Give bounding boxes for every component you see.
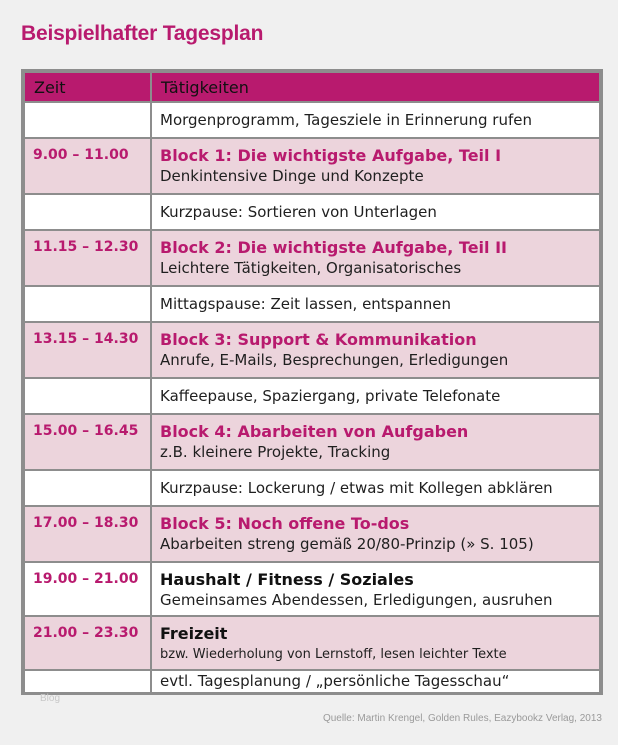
table-row	[24, 378, 600, 414]
block-heading: Block 4: Abarbeiten von Aufgaben	[160, 422, 469, 441]
column-header-activity: Tätigkeiten	[151, 72, 600, 102]
table-row	[24, 506, 600, 562]
activity-cell: Morgenprogramm, Tagesziele in Erinnerung rufen	[151, 102, 600, 138]
time-cell	[24, 194, 151, 230]
table-row	[24, 138, 600, 194]
table-row	[24, 470, 600, 506]
block-description: Leichtere Tätigkeiten, Organisatorisches	[160, 259, 462, 277]
time-cell	[24, 670, 151, 693]
time-cell: 13.15 – 14.30	[24, 322, 151, 378]
activity-cell	[151, 506, 600, 562]
table-row	[24, 562, 600, 616]
table-row	[24, 230, 600, 286]
activity-cell	[151, 616, 600, 670]
block-heading: Block 2: Die wichtigste Aufgabe, Teil II	[160, 238, 507, 257]
activity-cell: evtl. Tagesplanung / „persönliche Tagesschau“	[151, 670, 600, 693]
schedule-table	[21, 69, 603, 695]
table-row	[24, 102, 600, 138]
table-header-row	[24, 72, 600, 102]
time-cell	[24, 470, 151, 506]
time-cell	[24, 286, 151, 322]
table-row	[24, 194, 600, 230]
block-description: Anrufe, E-Mails, Besprechungen, Erledigungen	[160, 351, 509, 369]
activity-cell: Kaffeepause, Spaziergang, private Telefonate	[151, 378, 600, 414]
table-row	[24, 670, 600, 693]
time-cell: 21.00 – 23.30	[24, 616, 151, 670]
block-heading: Block 1: Die wichtigste Aufgabe, Teil I	[160, 146, 502, 165]
table-row	[24, 616, 600, 670]
block-heading: Block 3: Support & Kommunikation	[160, 330, 477, 349]
table-row	[24, 322, 600, 378]
watermark-text: Blog	[40, 693, 61, 704]
activity-cell	[151, 138, 600, 194]
activity-cell	[151, 322, 600, 378]
block-description: z.B. kleinere Projekte, Tracking	[160, 443, 391, 461]
activity-cell	[151, 562, 600, 616]
time-cell: 17.00 – 18.30	[24, 506, 151, 562]
activity-cell	[151, 230, 600, 286]
time-cell	[24, 378, 151, 414]
block-heading: Freizeit	[160, 624, 228, 643]
time-cell: 19.00 – 21.00	[24, 562, 151, 616]
time-cell	[24, 102, 151, 138]
time-cell: 15.00 – 16.45	[24, 414, 151, 470]
source-caption: Quelle: Martin Krengel, Golden Rules, Eazybookz Verlag, 2013	[322, 713, 602, 724]
block-description: bzw. Wiederholung von Lernstoff, lesen leichter Texte	[160, 647, 507, 662]
activity-cell	[151, 414, 600, 470]
block-description: Gemeinsames Abendessen, Erledigungen, ausruhen	[160, 591, 553, 609]
block-heading: Haushalt / Fitness / Soziales	[160, 570, 414, 589]
table-row	[24, 286, 600, 322]
column-header-time: Zeit	[24, 72, 151, 102]
activity-cell: Kurzpause: Lockerung / etwas mit Kollegen abklären	[151, 470, 600, 506]
activity-cell: Mittagspause: Zeit lassen, entspannen	[151, 286, 600, 322]
activity-cell: Kurzpause: Sortieren von Unterlagen	[151, 194, 600, 230]
block-description: Abarbeiten streng gemäß 20/80-Prinzip (» S. 105)	[160, 535, 534, 553]
table-row	[24, 414, 600, 470]
block-description: Denkintensive Dinge und Konzepte	[160, 167, 424, 185]
block-heading: Block 5: Noch offene To-dos	[160, 514, 410, 533]
time-cell: 11.15 – 12.30	[24, 230, 151, 286]
time-cell: 9.00 – 11.00	[24, 138, 151, 194]
page-title: Beispielhafter Tagesplan	[21, 22, 264, 45]
